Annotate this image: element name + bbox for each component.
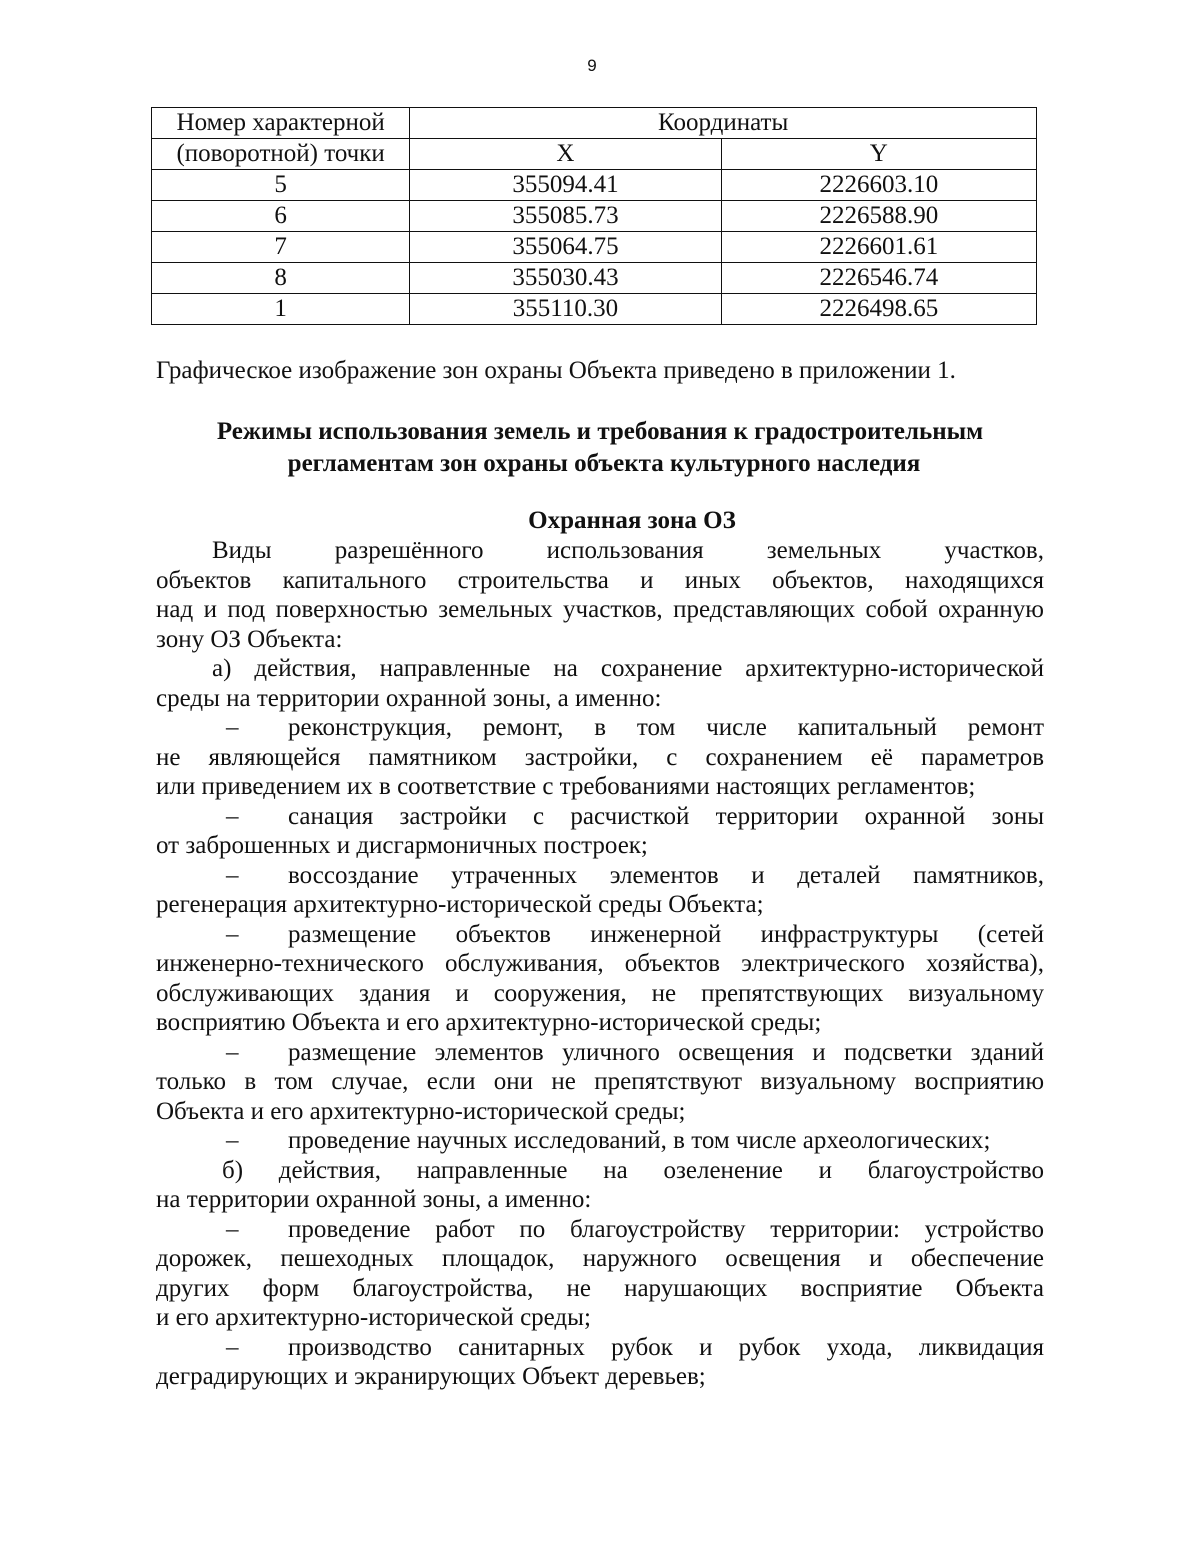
bullet-continuation-line: других форм благоустройства, не нарушающих восприятие Объекта [156,1274,1044,1302]
subheading: Охранная зона ОЗ [528,507,736,534]
cell-y: 2226498.65 [721,294,1036,325]
header-point-number: Номер характерной [152,108,410,139]
dash-marker: – [226,1215,239,1243]
dash-marker: – [226,1038,239,1066]
table-row [152,170,1037,201]
bullet-item [156,1215,1044,1245]
item-a-line: а) действия, направленные на сохранение архитектурно-исторической [212,655,1044,682]
cell-point: 6 [152,201,410,232]
bullet-continuation-line: Объекта и его архитектурно-исторической среды; [156,1097,686,1125]
dash-marker: – [226,1333,239,1361]
table-row [152,263,1037,294]
dash-marker: – [226,1127,239,1154]
cell-point: 1 [152,294,410,325]
bullet-continuation-line: восприятию Объекта и его архитектурно-исторической среды; [156,1009,822,1036]
cell-y: 2226603.10 [721,170,1036,201]
bullet-continuation-line: деградирующих и экранирующих Объект деревьев; [156,1363,706,1390]
table-subheader-row [152,139,1037,170]
bullet-first-line: воссоздание утраченных элементов и деталей памятников, [288,861,1044,889]
body-text [156,536,1044,1392]
cell-point: 8 [152,263,410,294]
bullet-continuation-line: обслуживающих здания и сооружения, не препятствующих визуальному [156,979,1044,1007]
dash-marker: – [226,802,239,830]
section-heading [156,416,1044,480]
bullet-first-line: санация застройки с расчисткой территории охранной зоны [288,802,1044,830]
bullet-continuation-line: регенерация архитектурно-исторической среды Объекта; [156,891,764,918]
bullet-item [156,713,1044,743]
page-number: 9 [587,56,597,75]
intro-line: Виды разрешённого использования земельных участков, [212,537,1044,564]
bullet-item [156,1333,1044,1363]
bullet-continuation-line: дорожек, пешеходных площадок, наружного освещения и обеспечение [156,1245,1044,1272]
bullet-first-line: проведение работ по благоустройству территории: устройство [288,1215,1044,1243]
intro-line: объектов капитального строительства и иных объектов, находящихся [156,566,1044,594]
table-row [152,201,1037,232]
bullet-continuation-line: и его архитектурно-исторической среды; [156,1304,591,1331]
bullet-item [156,1038,1044,1068]
graphic-note: Графическое изображение зон охраны Объекта приведено в приложении 1. [156,357,956,384]
header-point-number-line2: (поворотной) точки [152,139,410,170]
coordinates-table [151,107,1037,325]
bullet-item [156,802,1044,832]
item-b-line: б) действия, направленные на озеленение и благоустройство [222,1156,1044,1184]
cell-x: 355064.75 [410,232,721,263]
cell-point: 5 [152,170,410,201]
table-header-row [152,108,1037,139]
bullet-item [156,1126,1044,1156]
table-row [152,294,1037,325]
intro-line: зону ОЗ Объекта: [156,625,343,653]
bullet-first-line: реконструкция, ремонт, в том числе капитальный ремонт [288,714,1044,741]
cell-x: 355094.41 [410,170,721,201]
bullet-first-line: размещение объектов инженерной инфраструктуры (сетей [288,920,1044,948]
cell-y: 2226601.61 [721,232,1036,263]
cell-x: 355085.73 [410,201,721,232]
dash-marker: – [226,861,239,889]
bullet-item [156,861,1044,891]
section-heading-line2: регламентам зон охраны объекта культурного наследия [287,450,921,477]
item-a-line: среды на территории охранной зоны, а именно: [156,684,662,712]
cell-x: 355030.43 [410,263,721,294]
dash-marker: – [226,714,239,741]
table-row [152,232,1037,263]
bullet-continuation-line: не являющейся памятником застройки, с сохранением её параметров [156,743,1044,771]
section-heading-line1: Режимы использования земель и требования к градостроительным [216,418,984,445]
item-b-line: на территории охранной зоны, а именно: [156,1186,592,1213]
cell-y: 2226546.74 [721,263,1036,294]
header-x: X [410,139,721,170]
bullet-first-line: проведение научных исследований, в том числе археологических; [288,1127,991,1154]
bullet-continuation-line: или приведением их в соответствие с требованиями настоящих регламентов; [156,773,976,800]
bullet-first-line: производство санитарных рубок и рубок ухода, ликвидация [288,1333,1044,1361]
intro-line: над и под поверхностью земельных участков, представляющих собой охранную [156,596,1044,623]
cell-y: 2226588.90 [721,201,1036,232]
header-coordinates: Координаты [410,108,1037,139]
cell-x: 355110.30 [410,294,721,325]
cell-point: 7 [152,232,410,263]
bullet-continuation-line: только в том случае, если они не препятствуют визуальному восприятию [156,1068,1044,1095]
bullet-continuation-line: от заброшенных и дисгармоничных построек; [156,832,648,859]
dash-marker: – [226,920,239,948]
bullet-continuation-line: инженерно-технического обслуживания, объектов электрического хозяйства), [156,950,1044,977]
header-y: Y [721,139,1036,170]
bullet-item [156,920,1044,950]
bullet-first-line: размещение элементов уличного освещения и подсветки зданий [288,1038,1044,1066]
